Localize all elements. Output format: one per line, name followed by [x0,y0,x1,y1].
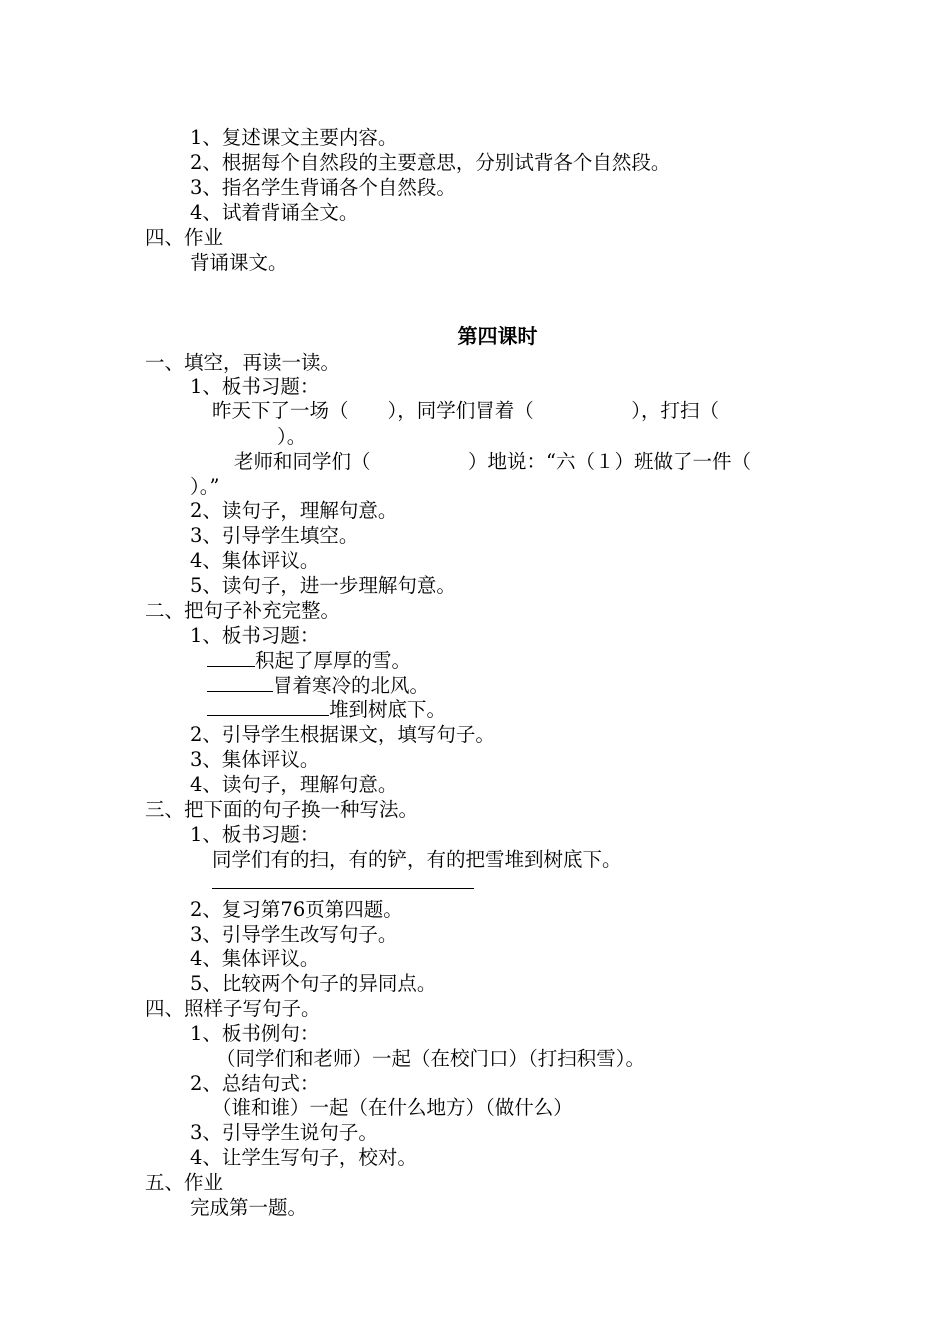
answer-blank [207,698,329,716]
fill-sentence-2: 老师和同学们（ ）地说：“六（１）班做了一件（ [234,450,751,473]
section1-item-4: 4、集体评议。 [190,549,320,572]
fill-sentence-1-cont: ）。 [238,425,307,448]
fill-sentence-1: 昨天下了一场（ ），同学们冒着（ ），打扫（ [212,399,720,422]
section4-item-4: 4、让学生写句子，校对。 [190,1146,417,1169]
section2-item-2: 2、引导学生根据课文，填写句子。 [190,723,495,746]
section1-heading: 一、填空，再读一读。 [145,351,341,374]
blank-sentence-2: 冒着寒冷的北风。 [207,673,429,698]
blank-sentence-3: 堆到树底下。 [207,697,446,722]
sentence-pattern: （谁和谁）一起（在什么地方）（做什么） [212,1096,573,1119]
section3-item-5: 5、比较两个句子的异同点。 [190,972,437,995]
section4-item-3: 3、引导学生说句子。 [190,1121,378,1144]
review-item-2: 2、根据每个自然段的主要意思，分别试背各个自然段。 [190,151,671,174]
section2-heading: 二、把句子补充完整。 [145,599,341,622]
blank-sentence-1: 积起了厚厚的雪。 [207,648,411,673]
lesson-title: 第四课时 [457,324,538,348]
section1-item-5: 5、读句子，进一步理解句意。 [190,574,456,597]
section2-item-1: 1、板书习题： [190,624,320,647]
fill-sentence-2-cont: ）。” [190,475,220,498]
section4-heading: 四、照样子写句子。 [145,997,321,1020]
example-sentence: （同学们和老师）一起（在校门口）（打扫积雪）。 [216,1047,646,1070]
answer-line [212,888,474,889]
section1-item-3: 3、引导学生填空。 [190,524,359,547]
rewrite-sentence: 同学们有的扫，有的铲，有的把雪堆到树底下。 [212,848,622,871]
section2-item-4: 4、读句子，理解句意。 [190,773,398,796]
section3-item-1: 1、板书习题： [190,823,320,846]
answer-blank [207,649,255,667]
homework-heading: 四、作业 [145,226,224,249]
section3-item-4: 4、集体评议。 [190,947,320,970]
section3-heading: 三、把下面的句子换一种写法。 [145,798,419,821]
section3-item-2: 2、复习第76页第四题。 [190,898,403,921]
section5-heading: 五、作业 [145,1171,224,1194]
answer-blank [207,674,273,692]
review-item-3: 3、指名学生背诵各个自然段。 [190,176,456,199]
review-item-1: 1、复述课文主要内容。 [190,126,398,149]
section2-item-3: 3、集体评议。 [190,748,320,771]
section3-item-3: 3、引导学生改写句子。 [190,923,398,946]
section1-item-1: 1、板书习题： [190,375,320,398]
homework-text: 背诵课文。 [190,251,288,274]
section1-item-2: 2、读句子，理解句意。 [190,499,398,522]
section4-item-1: 1、板书例句： [190,1022,320,1045]
section5-text: 完成第一题。 [190,1196,308,1219]
review-item-4: 4、试着背诵全文。 [190,201,359,224]
section4-item-2: 2、总结句式： [190,1072,320,1095]
